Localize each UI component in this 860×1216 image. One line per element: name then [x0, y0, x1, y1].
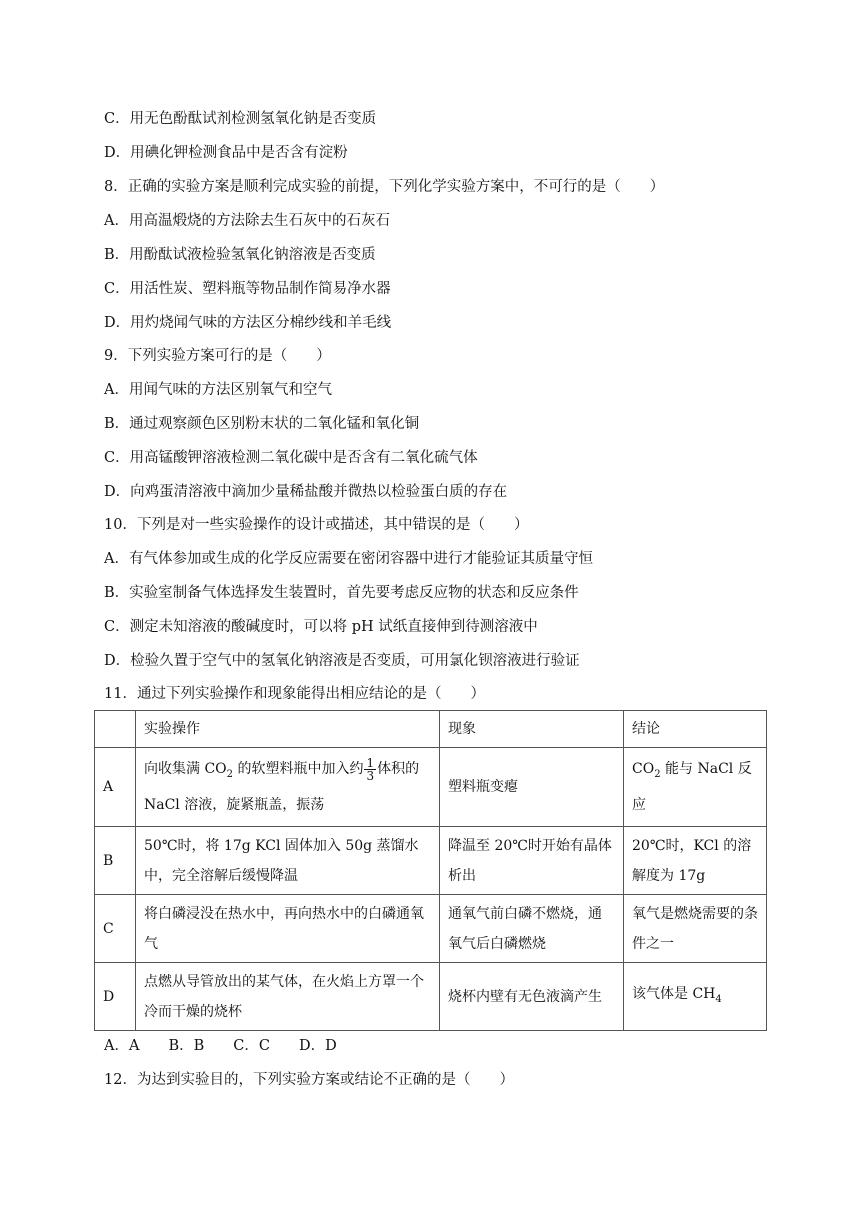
option-8c: C．用活性炭、塑料瓶等物品制作简易净水器: [104, 281, 391, 297]
option-7d: D．用碘化钾检测食品中是否含有淀粉: [104, 145, 348, 161]
experiment-table: [94, 710, 767, 1031]
conclusion-cell: 20℃时，KCl 的溶解度为 17g: [624, 827, 767, 895]
operation-cell: [136, 748, 440, 827]
question-8: 8．正确的实验方案是顺利完成实验的前提，下列化学实验方案中，不可行的是（ ）: [104, 179, 665, 195]
phenomenon-cell: 通氧气前白磷不燃烧，通氧气后白磷燃烧: [440, 895, 624, 963]
row-label: B: [95, 827, 136, 895]
option-8a: A．用高温煅烧的方法除去生石灰中的石灰石: [104, 213, 390, 229]
table-row-b: [95, 827, 767, 895]
conclusion-text: 能与 NaCl 反应: [632, 761, 752, 813]
option-8b: B．用酚酞试液检验氢氧化钠溶液是否变质: [104, 247, 376, 263]
operation-cell: 将白磷浸没在热水中，再向热水中的白磷通氧气: [136, 895, 440, 963]
row-label: D: [95, 963, 136, 1031]
phenomenon-cell: 烧杯内壁有无色液滴产生: [440, 963, 624, 1031]
fraction: [364, 757, 376, 782]
question-11: 11．通过下列实验操作和现象能得出相应结论的是（ ）: [104, 686, 485, 702]
table-row-d: [95, 963, 767, 1031]
subscript: 4: [715, 993, 722, 1005]
operation-text: 的软塑料瓶中加入约: [233, 761, 364, 778]
subscript: 2: [654, 768, 661, 780]
option-10d: D．检验久置于空气中的氢氧化钠溶液是否变质，可用氯化钡溶液进行验证: [104, 653, 580, 669]
header-cell-phenomenon: 现象: [440, 711, 624, 748]
operation-text: 向收集满 CO: [144, 761, 227, 778]
table-row-a: [95, 748, 767, 827]
option-9b: B．通过观察颜色区别粉末状的二氧化锰和氧化铜: [104, 416, 420, 432]
table-row-c: [95, 895, 767, 963]
option-10b: B．实验室制备气体选择发生装置时，首先要考虑反应物的状态和反应条件: [104, 585, 579, 601]
conclusion-cell: 氧气是燃烧需要的条件之一: [624, 895, 767, 963]
option-7c: C．用无色酚酞试剂检测氢氧化钠是否变质: [104, 111, 377, 127]
operation-text: 体积的 NaCl 溶液，旋紧瓶盖，振荡: [144, 761, 420, 813]
subscript: 2: [226, 768, 234, 780]
table-header-row: [95, 711, 767, 748]
header-cell-blank: [95, 711, 136, 748]
answer-options-11: A．A B．B C．C D．D: [104, 1038, 337, 1054]
option-9d: D．向鸡蛋清溶液中滴加少量稀盐酸并微热以检验蛋白质的存在: [104, 484, 508, 500]
phenomenon-cell: 塑料瓶变瘪: [440, 748, 624, 827]
conclusion-cell: [624, 748, 767, 827]
conclusion-text: CO: [632, 761, 655, 778]
header-cell-operation: 实验操作: [136, 711, 440, 748]
question-9: 9．下列实验方案可行的是（ ）: [104, 348, 331, 364]
option-9a: A．用闻气味的方法区别氧气和空气: [104, 382, 332, 398]
question-10: 10．下列是对一些实验操作的设计或描述，其中错误的是（ ）: [104, 517, 529, 533]
fraction-numerator: 1: [366, 755, 375, 770]
phenomenon-cell: 降温至 20℃时开始有晶体析出: [440, 827, 624, 895]
conclusion-text: 该气体是 CH: [632, 985, 716, 1002]
option-8d: D．用灼烧闻气味的方法区分棉纱线和羊毛线: [104, 315, 392, 331]
question-12: 12．为达到实验目的，下列实验方案或结论不正确的是（ ）: [104, 1072, 514, 1088]
fraction-denominator: 3: [366, 768, 375, 783]
option-10a: A．有气体参加或生成的化学反应需要在密闭容器中进行才能验证其质量守恒: [104, 551, 593, 567]
operation-cell: 50℃时，将 17g KCl 固体加入 50g 蒸馏水中，完全溶解后缓慢降温: [136, 827, 440, 895]
option-10c: C．测定未知溶液的酸碱度时，可以将 pH 试纸直接伸到待测溶液中: [104, 619, 538, 635]
row-label: A: [95, 748, 136, 827]
option-9c: C．用高锰酸钾溶液检测二氧化碳中是否含有二氧化硫气体: [104, 450, 478, 466]
operation-cell: 点燃从导管放出的某气体，在火焰上方罩一个冷而干燥的烧杯: [136, 963, 440, 1031]
row-label: C: [95, 895, 136, 963]
header-cell-conclusion: 结论: [624, 711, 767, 748]
conclusion-cell: [624, 963, 767, 1031]
